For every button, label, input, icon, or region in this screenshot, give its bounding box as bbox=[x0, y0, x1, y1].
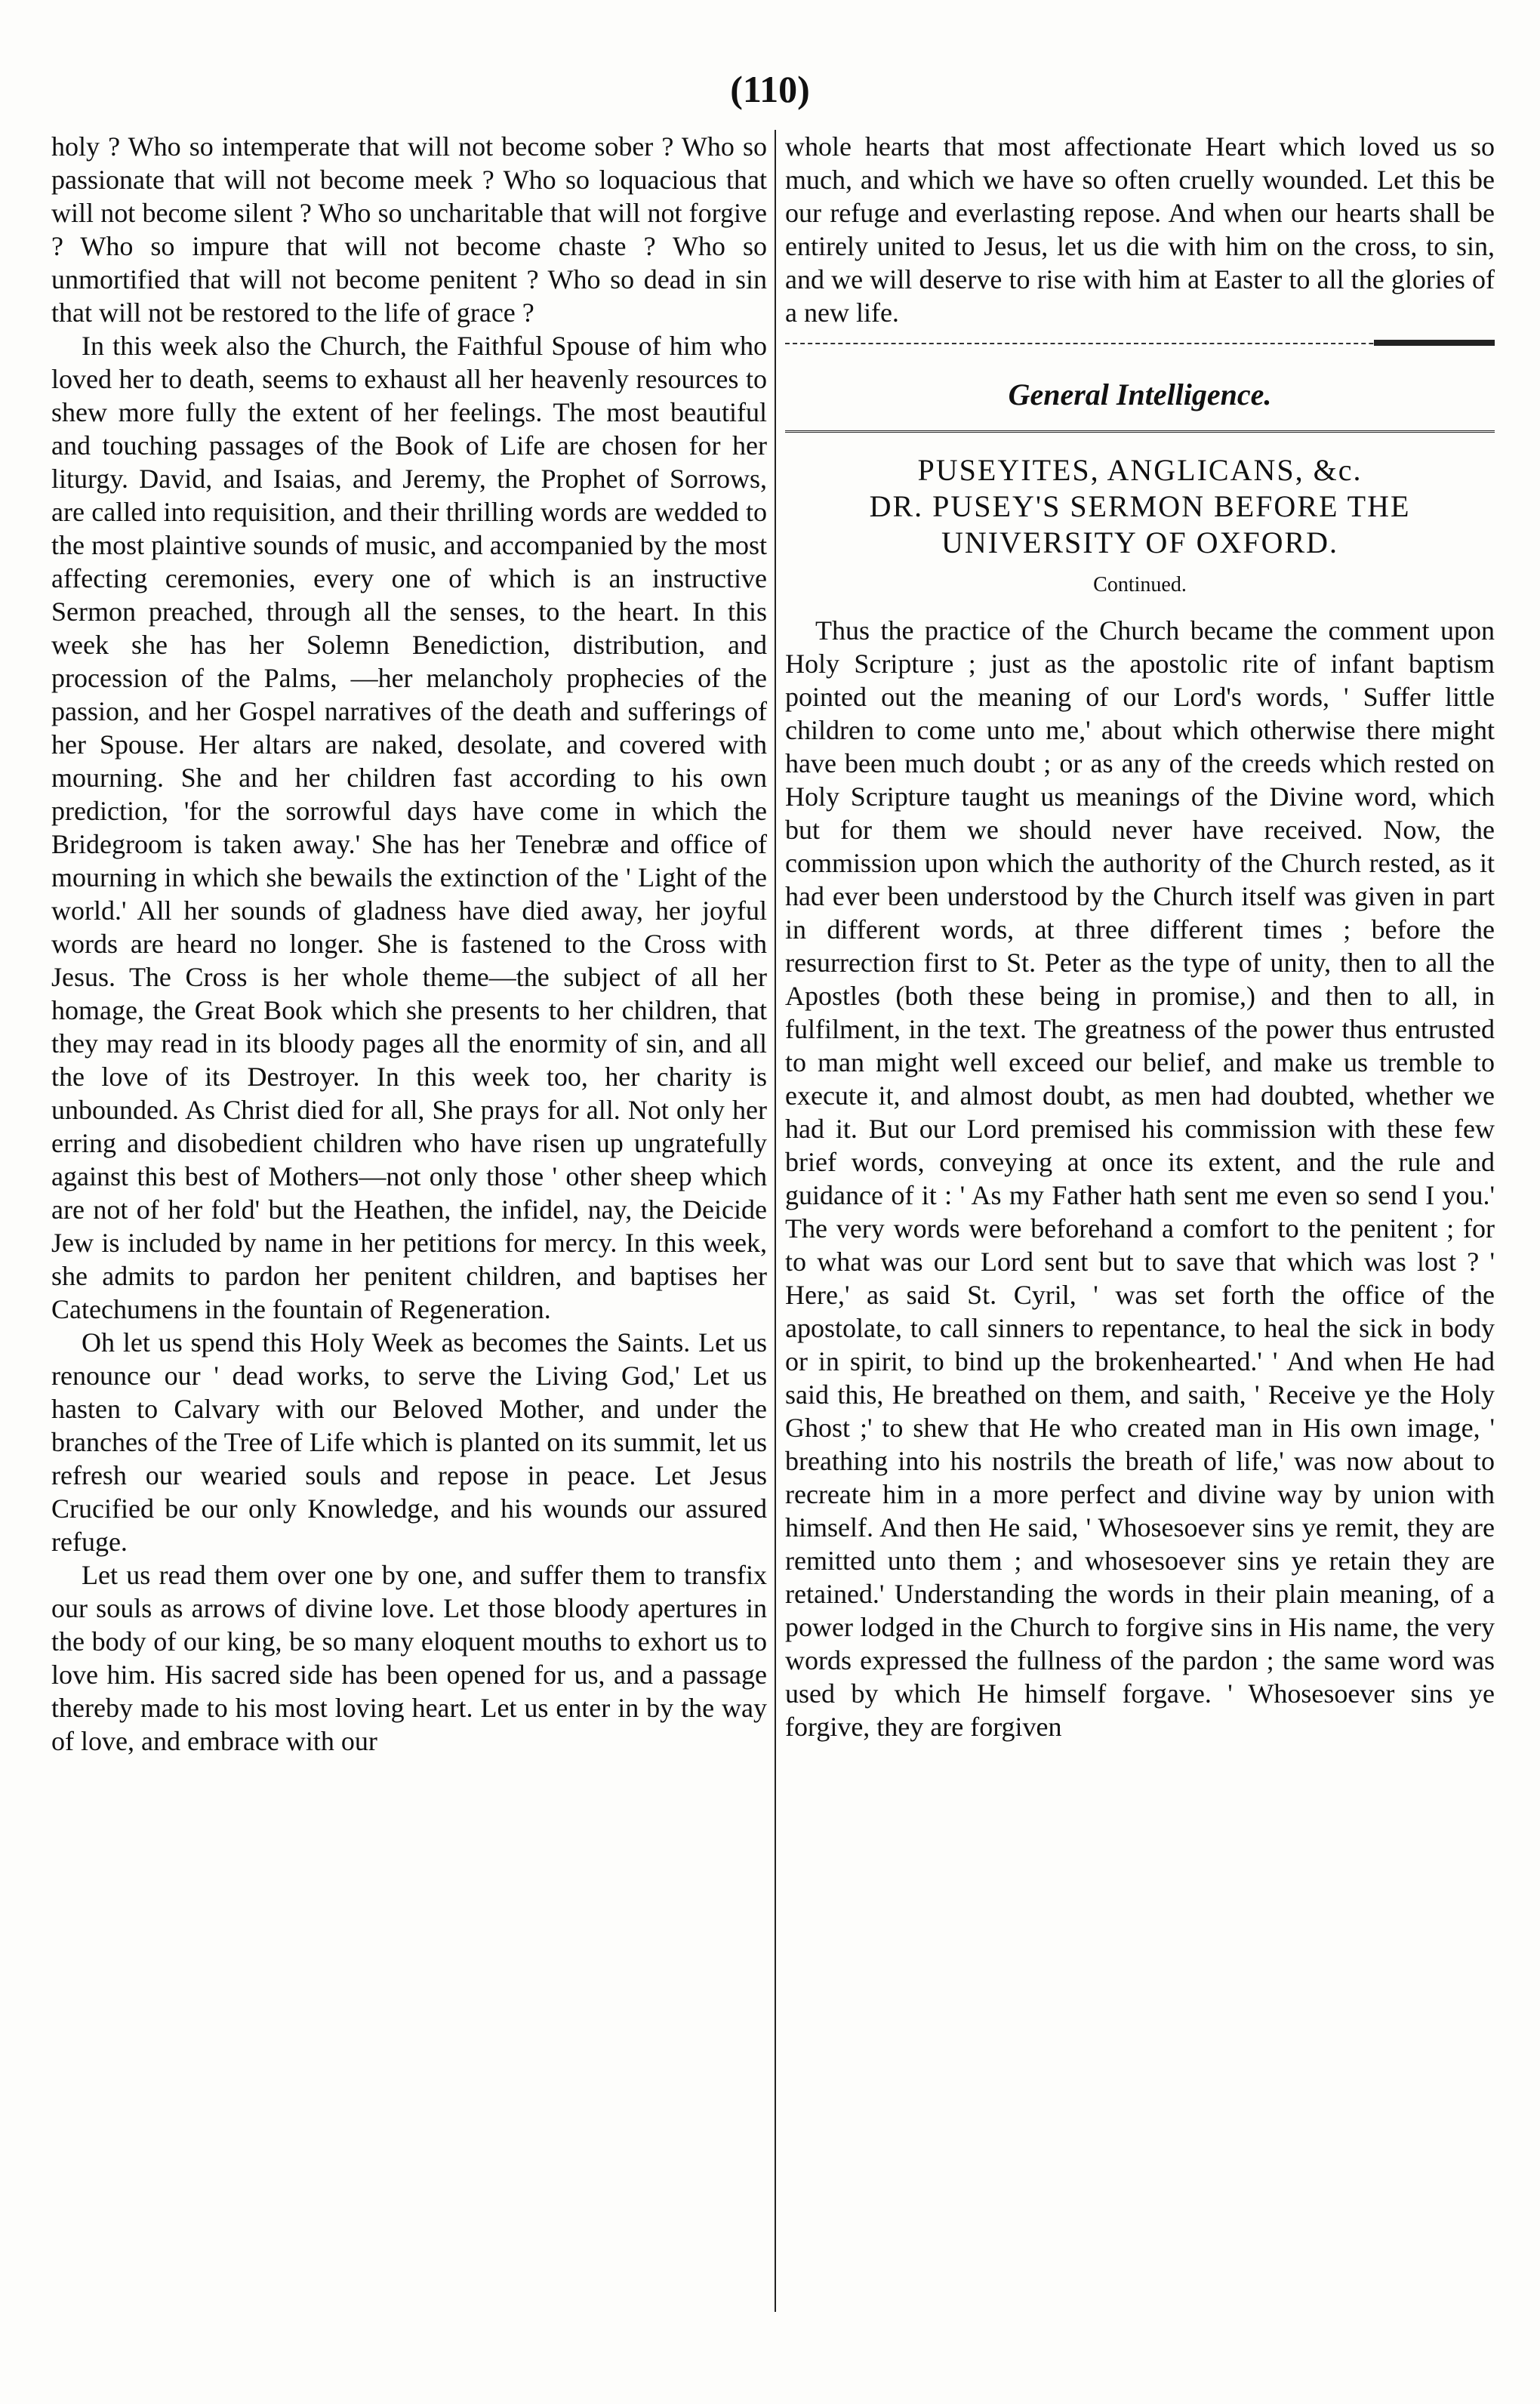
ornamental-rule bbox=[785, 343, 1495, 361]
paragraph: whole hearts that most affectionate Heart which loved us so much, and which we have so often cruelly wounded. Let this be our refuge and everlasting repose. And when our hearts shall be entirely united to Jesus, let us die with him on the cross, to sin, and we will deserve to rise with him at Easter to all the glories of a new life. bbox=[785, 131, 1495, 328]
paragraph: In this week also the Church, the Faithful Spouse of him who loved her to death, seems to exhaust all her heavenly resources to shew more fully the extent of her feelings. The most beautiful and touching passages of the Book of Life are chosen for her liturgy. David, and Isaias, and Jeremy, the Prophet of Sorrows, are called into requisition, and their thrilling words are wedded to the most plaintive sounds of music, and accompanied by the most affecting ceremonies, every one of which is an instructive Sermon preached, through all the senses, to the heart. In this week she has her Solemn Benediction, distribution, and procession of the Palms, —her melancholy prophecies of the passion, and her Gospel narratives of the death and sufferings of her Spouse. Her altars are naked, desolate, and covered with mourning. She and her children fast according to his own prediction, 'for the sorrowful days have come in which the Bridegroom is taken away.' She has her Tenebræ and office of mourning in which she bewails the extinction of the ' Light of the world.' All her sounds of gladness have died away, her joyful words are heard no longer. She is fastened to the Cross with Jesus. The Cross is her whole theme—the subject of all her homage, the Great Book which she presents to her children, that they may read in its bloody pages all the enormity of sin, and all the love of its Destroyer. In this week too, her charity is unbounded. As Christ died for all, She prays for all. Not only her erring and disobedient children who have risen up ungratefully against this best of Mothers—not only those ' other sheep which are not of her fold' but the Heathen, the infidel, nay, the Deicide Jew is included by name in her petitions for mercy. In this week, she admits to pardon her penitent children, and baptises her Catechumens in the fountain of Regeneration. bbox=[51, 331, 767, 1324]
paragraph: Thus the practice of the Church became the comment upon Holy Scripture ; just as the apostolic rite of infant baptism pointed out the meaning of our Lord's words, ' Suffer little children to come unto me,' about which otherwise there might have been much doubt ; or as any of the creeds which rested on Holy Scripture taught us meanings of the Divine word, which but for them we should never have received. Now, the commission upon which the authority of the Church rested, as it had ever been understood by the Church itself was given in part in different words, at three different times ; before the resurrection first to St. Peter as the type of unity, then to all the Apostles (both these being in promise,) and then to all, in fulfilment, in the text. The greatness of the power thus entrusted to man might well exceed our belief, and make us tremble to execute it, and almost doubt, as men had doubted, whether we had it. But our Lord premised his commission with these few brief words, conveying at once its extent, and the rule and guidance of it : ' As my Father hath sent me even so send I you.' The very words were beforehand a comfort to the penitent ; for to what was our Lord sent but to save that which was lost ? ' Here,' as said St. Cyril, ' was set forth the office of the apostolate, to call sinners to repentance, to heal the sick in body or in spirit, to bind up the brokenhearted.' ' And when He had said this, He breathed on them, and saith, ' Receive ye the Holy Ghost ;' to shew that He who created man in His own image, ' breathing into his nostrils the breath of life,' was now about to recreate him in a more perfect and divine way by union with himself. And then He said, ' Whosesoever sins ye remit, they are remitted unto them ; and whosesoever sins ye retain they are retained.' Understanding the words in their plain meaning, of a power lodged in the Church to forgive sins in His name, the very words expressed the fullness of the pardon ; the same word was used by which He himself forgave. ' Whosesoever sins ye forgive, they are forgiven bbox=[785, 615, 1495, 1742]
article-title-line: PUSEYITES, ANGLICANS, &c. bbox=[917, 453, 1363, 487]
continued-label: Continued. bbox=[1093, 573, 1187, 596]
page-number: (110) bbox=[730, 68, 810, 110]
right-column bbox=[785, 130, 1495, 1743]
paragraph: Oh let us spend this Holy Week as becomes the Saints. Let us renounce our ' dead works, to serve the Living God,' Let us hasten to Calvary with our Beloved Mother, and under the branches of the Tree of Life which is planted on its summit, let us refresh our wearied souls and repose in peace. Let Jesus Crucified be our only Knowledge, and his wounds our assured refuge. bbox=[51, 1327, 767, 1557]
paragraph: holy ? Who so intemperate that will not become sober ? Who so passionate that will not become meek ? Who so loquacious that will not become silent ? Who so uncharitable that will not forgive ? Who so impure that will not become chaste ? Who so unmortified that will not become penitent ? Who so dead in sin that will not be restored to the life of grace ? bbox=[51, 131, 767, 328]
article-title-line: UNIVERSITY OF OXFORD. bbox=[941, 525, 1339, 559]
column-divider bbox=[775, 130, 776, 2312]
section-heading: General Intelligence. bbox=[785, 373, 1495, 433]
article-title-line: DR. PUSEY'S SERMON BEFORE THE bbox=[869, 489, 1411, 523]
paragraph: Let us read them over one by one, and suffer them to transfix our souls as arrows of divine love. Let those bloody apertures in the body of our king, be so many eloquent mouths to exhort us to love him. His sacred side has been opened for us, and a passage thereby made to his most loving heart. Let us enter in by the way of love, and embrace with our bbox=[51, 1560, 767, 1756]
left-column bbox=[51, 130, 767, 1758]
